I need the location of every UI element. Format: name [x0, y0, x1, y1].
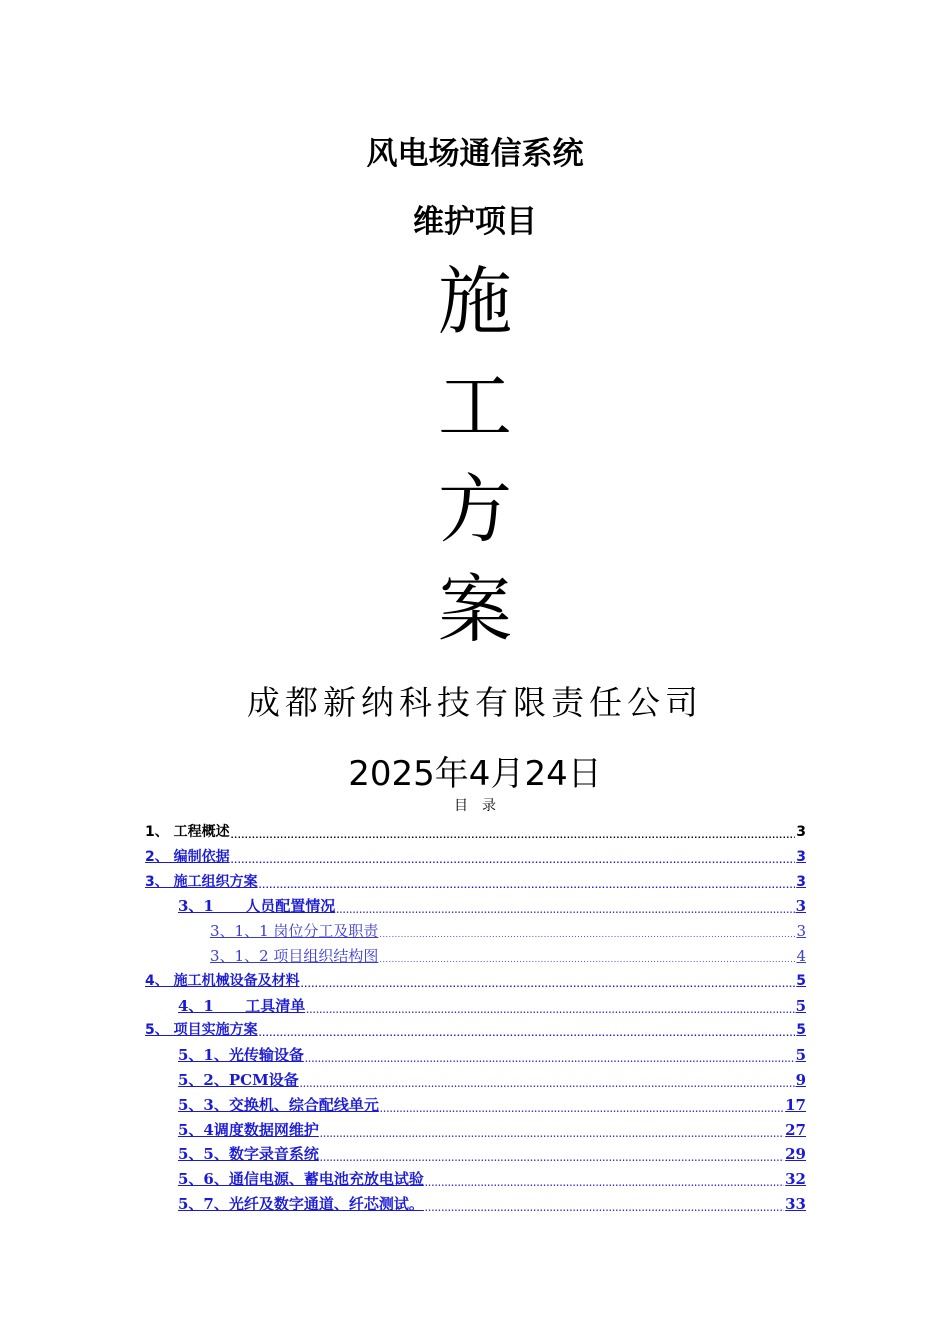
toc-entry-label[interactable]: 3、1、2 项目组织结构图	[210, 947, 379, 965]
toc-entry-page[interactable]: 5	[795, 996, 806, 1015]
toc-entry[interactable]	[178, 1190, 806, 1214]
toc-entry[interactable]	[178, 1116, 806, 1140]
toc-entry[interactable]	[178, 1165, 806, 1189]
toc-leader-dots	[320, 1128, 784, 1140]
toc-leader-dots	[336, 904, 794, 916]
big-char-3: 方	[438, 467, 512, 553]
toc-entry[interactable]	[178, 992, 806, 1016]
toc-leader-dots	[425, 1177, 784, 1189]
toc-entry-label: 1、 工程概述	[145, 824, 230, 840]
toc-entry-label[interactable]: 5、5、数字录音系统	[178, 1145, 319, 1164]
title-line-1: 风电场通信系统	[366, 136, 584, 172]
title-line-2: 维护项目	[413, 204, 537, 240]
toc-leader-dots	[300, 1078, 795, 1090]
toc-entry-page[interactable]: 27	[785, 1120, 806, 1139]
toc-leader-dots	[301, 979, 796, 991]
toc-entry-label[interactable]: 5、2、PCM设备	[178, 1071, 299, 1089]
toc-entry[interactable]	[210, 917, 806, 941]
toc-entry-label[interactable]: 5、1、光传输设备	[178, 1046, 304, 1065]
toc-entry-page[interactable]: 4	[796, 947, 806, 965]
toc-entry[interactable]	[145, 967, 806, 991]
big-char-1: 施	[438, 259, 512, 345]
toc-leader-dots	[231, 855, 796, 867]
toc-entry[interactable]	[178, 1140, 806, 1164]
big-char-4: 案	[438, 567, 512, 653]
toc-entry-label[interactable]: 3、1、1 岗位分工及职责	[210, 922, 379, 941]
toc-entry-label[interactable]: 5、3、交换机、综合配线单元	[178, 1095, 379, 1114]
toc-leader-dots	[320, 1152, 784, 1164]
toc-leader-dots	[259, 880, 796, 892]
toc-leader-dots	[231, 830, 796, 842]
toc-leader-dots	[306, 1004, 794, 1016]
toc-entry-label[interactable]: 4、1 工具清单	[178, 996, 306, 1015]
toc-entry-page[interactable]: 5	[795, 1046, 806, 1065]
toc-entry-page[interactable]: 29	[785, 1145, 806, 1164]
big-char-2: 工	[438, 364, 512, 450]
toc-entry-label[interactable]: 5、6、通信电源、蓄电池充放电试验	[178, 1170, 424, 1189]
document-date: 2025年4月24日	[348, 754, 602, 794]
toc-leader-dots	[425, 1202, 784, 1214]
toc-heading: 目录	[454, 798, 510, 814]
toc-leader-dots	[379, 929, 795, 941]
toc-leader-dots	[259, 1028, 796, 1040]
toc-entry[interactable]	[210, 942, 806, 966]
toc-entry[interactable]	[145, 1016, 806, 1040]
toc-entry-page[interactable]: 17	[785, 1095, 806, 1114]
toc-entry-page[interactable]: 3	[796, 873, 806, 890]
toc-entry-label[interactable]: 3、 施工组织方案	[145, 873, 258, 890]
toc-entry[interactable]	[145, 868, 806, 892]
toc-entry-label[interactable]: 5、 项目实施方案	[145, 1022, 258, 1039]
toc-leader-dots	[380, 1103, 784, 1115]
toc-entry	[145, 818, 806, 842]
toc-entry[interactable]	[178, 892, 806, 916]
toc-entry-label[interactable]: 4、 施工机械设备及材料	[145, 972, 300, 989]
toc-entry[interactable]	[178, 1066, 806, 1090]
toc-entry[interactable]	[145, 843, 806, 867]
toc-entry-label[interactable]: 5、4调度数据网维护	[178, 1120, 319, 1139]
company-name: 成都新纳科技有限责任公司	[247, 683, 703, 722]
toc-entry-page[interactable]: 32	[785, 1170, 806, 1189]
toc-entry-page[interactable]: 3	[796, 848, 806, 865]
toc-leader-dots	[305, 1053, 795, 1065]
toc-entry-label[interactable]: 3、1 人员配置情况	[178, 897, 336, 916]
toc-entry-page[interactable]: 5	[796, 1022, 806, 1039]
toc-entry-page[interactable]: 3	[796, 922, 806, 941]
toc-entry-page[interactable]: 3	[795, 897, 806, 916]
toc-entry-label[interactable]: 2、 编制依据	[145, 848, 230, 865]
toc-leader-dots	[379, 954, 795, 966]
toc-entry-label[interactable]: 5、7、光纤及数字通道、纤芯测试。	[178, 1195, 424, 1213]
toc-entry-page[interactable]: 33	[785, 1195, 806, 1213]
toc-entry[interactable]	[178, 1091, 806, 1115]
toc-entry-page[interactable]: 5	[796, 972, 806, 989]
toc-entry-page: 3	[796, 824, 806, 840]
toc-entry[interactable]	[178, 1041, 806, 1065]
toc-entry-page[interactable]: 9	[795, 1071, 806, 1089]
